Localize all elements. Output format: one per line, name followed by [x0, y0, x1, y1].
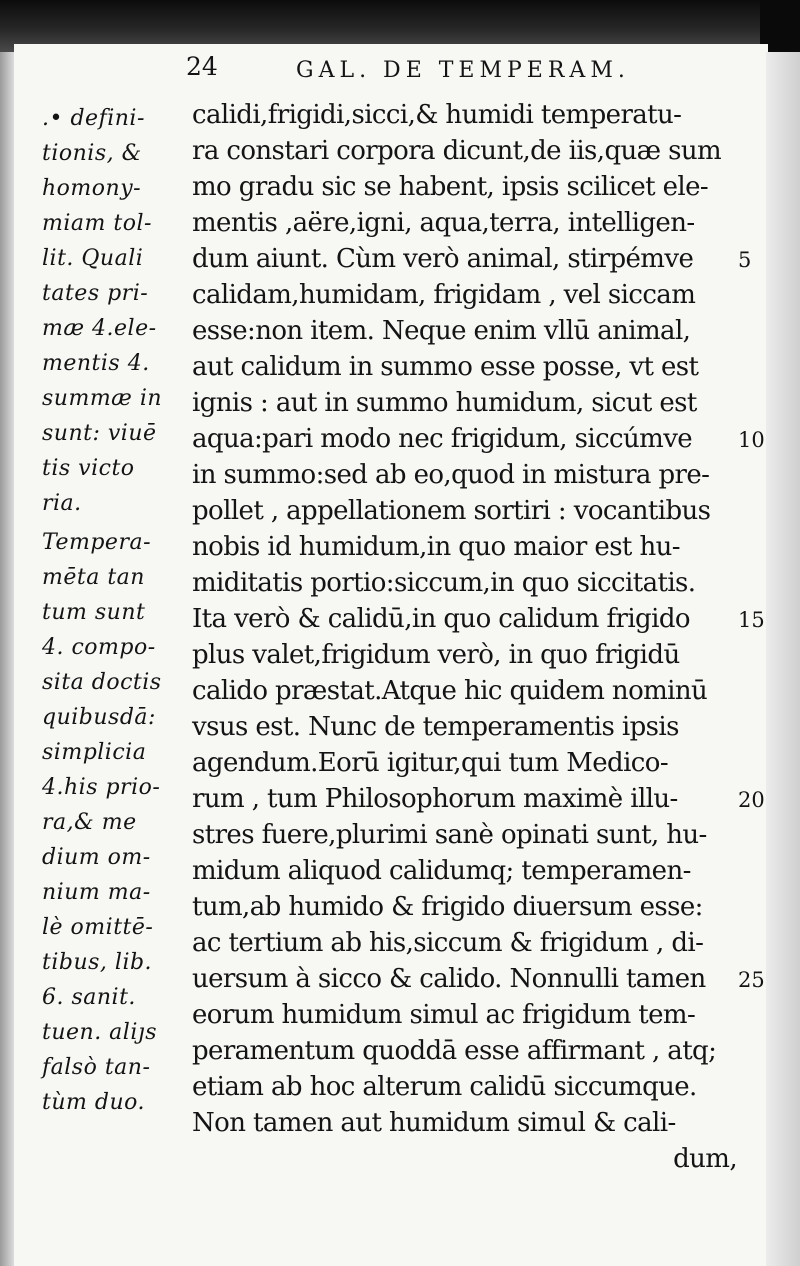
body-line: plus valet,frigidum verò, in quo frigidū	[192, 640, 680, 670]
body-line: calidam,humidam, frigidam , vel siccam	[192, 280, 696, 310]
margin-note: ria.	[42, 491, 82, 516]
margin-note: dium om-	[42, 845, 151, 870]
margin-note: lit. Quali	[42, 246, 144, 271]
margin-note: mēta tan	[42, 565, 145, 590]
body-line: Non tamen aut humidum simul & cali-	[192, 1108, 676, 1138]
margin-note: homony-	[42, 176, 142, 201]
body-line: calidi,frigidi,sicci,& humidi temperatu-	[192, 100, 682, 130]
body-line: dum aiunt. Cùm verò animal, stirpémve	[192, 244, 694, 274]
line-number: 5	[738, 248, 752, 272]
page-number: 24	[186, 52, 218, 81]
margin-note: tibus, lib.	[42, 950, 153, 975]
margin-note: miam tol-	[42, 211, 152, 236]
margin-note: mentis 4.	[42, 351, 150, 376]
margin-note: Tempera-	[42, 530, 152, 555]
body-line: nobis id humidum,in quo maior est hu-	[192, 532, 680, 562]
margin-note: lè omittē-	[42, 915, 154, 940]
body-line: midum aliquod calidumq; temperamen-	[192, 856, 691, 886]
body-line: pollet , appellationem sortiri : vocantibus	[192, 496, 711, 526]
body-line: uersum à sicco & calido. Nonnulli tamen	[192, 964, 706, 994]
body-line: calido præstat.Atque hic quidem nominū	[192, 676, 708, 706]
body-line: eorum humidum simul ac frigidum tem-	[192, 1000, 696, 1030]
margin-note: tuen. aliȷs	[42, 1020, 157, 1045]
margin-note: tùm duo.	[42, 1090, 145, 1115]
margin-note: summæ in	[42, 386, 163, 411]
body-line: rum , tum Philosophorum maximè illu-	[192, 784, 678, 814]
body-line: mentis ,aëre,igni, aqua,terra, intelligen-	[192, 208, 695, 238]
margin-note: 6. sanit.	[42, 985, 136, 1010]
margin-note: falsò tan-	[42, 1055, 151, 1080]
margin-note: nium ma-	[42, 880, 151, 905]
body-line: esse:non item. Neque enim vllū animal,	[192, 316, 691, 346]
body-line: vsus est. Nunc de temperamentis ipsis	[192, 712, 679, 742]
margin-note: 4. compo-	[42, 635, 156, 660]
line-number: 15	[738, 608, 765, 632]
line-number: 20	[738, 788, 765, 812]
body-line: aut calidum in summo esse posse, vt est	[192, 352, 699, 382]
body-line: dum,	[673, 1144, 737, 1174]
body-line: ac tertium ab his,siccum & frigidum , di-	[192, 928, 704, 958]
margin-note: ra,& me	[42, 810, 137, 835]
body-line: agendum.Eorū igitur,qui tum Medico-	[192, 748, 669, 778]
margin-note: quibusdā:	[42, 705, 156, 730]
page-edge-shadow	[766, 52, 800, 1266]
book-spine-shadow	[0, 52, 14, 1266]
line-number: 10	[738, 428, 765, 452]
margin-note: tis victo	[42, 456, 135, 481]
body-line: etiam ab hoc alterum calidū siccumque.	[192, 1072, 697, 1102]
body-line: mo gradu sic se habent, ipsis scilicet ele-	[192, 172, 709, 202]
margin-note: tum sunt	[42, 600, 146, 625]
margin-note: tates pri-	[42, 281, 149, 306]
body-line: ignis : aut in summo humidum, sicut est	[192, 388, 697, 418]
running-head: GAL. DE TEMPERAM.	[296, 58, 630, 83]
margin-note: .• defini-	[42, 106, 145, 131]
margin-note: 4.his prio-	[42, 775, 161, 800]
margin-note: simplicia	[42, 740, 147, 765]
body-line: stres fuere,plurimi sanè opinati sunt, hu-	[192, 820, 707, 850]
body-line: miditatis portio:siccum,in quo siccitatis.	[192, 568, 696, 598]
body-line: in summo:sed ab eo,quod in mistura pre-	[192, 460, 710, 490]
line-number: 25	[738, 968, 765, 992]
body-line: ra constari corpora dicunt,de iis,quæ sum	[192, 136, 722, 166]
body-line: peramentum quoddā esse affirmant , atq;	[192, 1036, 717, 1066]
margin-note: sunt: viuē	[42, 421, 157, 446]
body-line: tum,ab humido & frigido diuersum esse:	[192, 892, 703, 922]
margin-note: mæ 4.ele-	[42, 316, 157, 341]
body-line: Ita verò & calidū,in quo calidum frigido	[192, 604, 690, 634]
body-line: aqua:pari modo nec frigidum, siccúmve	[192, 424, 693, 454]
margin-note: tionis, &	[42, 141, 142, 166]
margin-note: sita doctis	[42, 670, 162, 695]
